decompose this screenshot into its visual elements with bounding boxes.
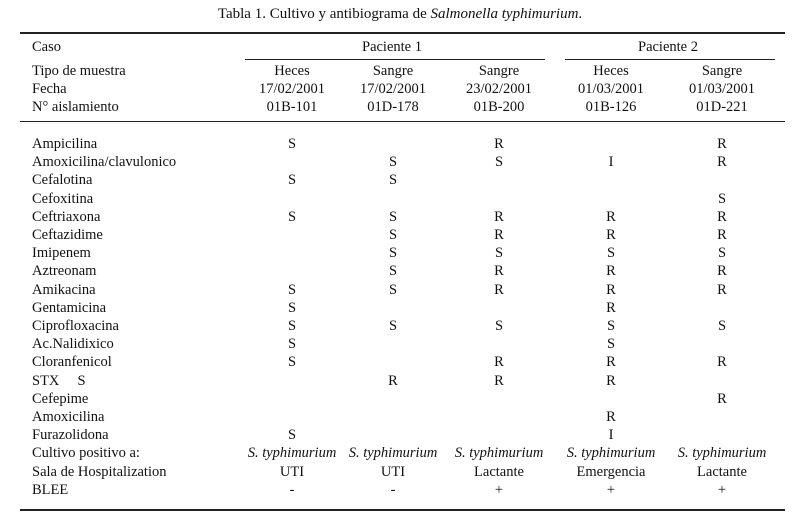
sample-date-1: 17/02/2001	[258, 81, 326, 97]
result-cell: S	[388, 263, 398, 280]
result-cell: S	[388, 245, 398, 262]
sample-date-2: 17/02/2001	[359, 81, 427, 97]
result-cell: R	[606, 372, 616, 389]
result-cell: S	[287, 354, 297, 371]
result-cell: R	[717, 354, 727, 371]
patient2-heading: Paciente 2	[638, 39, 698, 55]
result-cell: S. typhimurium	[566, 445, 656, 462]
result-cell: S	[287, 427, 297, 444]
result-cell: R	[494, 354, 504, 371]
result-cell: I	[608, 427, 614, 444]
caption-prefix: Tabla 1. Cultivo y antibiograma de	[217, 6, 431, 22]
result-cell: R	[606, 227, 616, 243]
row-label: Ciprofloxacina	[32, 318, 119, 334]
result-cell: R	[606, 263, 616, 280]
result-cell: R	[388, 372, 398, 389]
fecha-label: Fecha	[32, 81, 67, 97]
result-cell: S	[287, 281, 297, 298]
result-cell: +	[606, 481, 616, 498]
result-cell: R	[606, 299, 616, 316]
row-label: BLEE	[32, 481, 69, 498]
patient1-group-rule	[245, 59, 545, 60]
result-cell: Emergencia	[576, 463, 646, 480]
table-caption	[0, 6, 800, 23]
row-label: STX S	[32, 372, 86, 389]
result-cell: S	[388, 281, 398, 298]
tipo-muestra-label: Tipo de muestra	[32, 63, 126, 79]
sample-type-2: Sangre	[372, 63, 414, 79]
sample-date-3: 23/02/2001	[465, 81, 533, 97]
bottom-rule	[20, 509, 785, 511]
row-label: Furazolidona	[32, 427, 109, 444]
result-cell: R	[717, 208, 727, 225]
result-cell: R	[494, 372, 504, 389]
row-label: Ac.Nalidixico	[32, 336, 114, 353]
result-cell: R	[494, 208, 504, 225]
isolate-number-5: 01D-221	[696, 99, 748, 115]
row-label: Cefalotina	[32, 172, 93, 189]
result-cell: R	[606, 208, 616, 225]
header-rule	[20, 121, 785, 122]
isolate-number-2: 01D-178	[367, 99, 419, 115]
result-cell: S	[287, 336, 297, 353]
result-cell: Lactante	[474, 463, 524, 480]
result-cell: UTI	[380, 463, 406, 480]
result-cell: Lactante	[697, 463, 747, 480]
row-label: Ceftazidime	[32, 227, 103, 243]
result-cell: S. typhimurium	[677, 445, 767, 462]
result-cell: S	[494, 245, 504, 262]
result-cell: S	[606, 318, 616, 334]
row-label: Imipenem	[32, 245, 91, 262]
result-cell: -	[289, 481, 295, 498]
isolate-number-3: 01B-200	[473, 99, 525, 115]
row-label: Gentamicina	[32, 299, 107, 316]
result-cell: S	[388, 318, 398, 334]
result-cell: R	[494, 281, 504, 298]
result-cell: S	[717, 318, 727, 334]
result-cell: R	[606, 281, 616, 298]
result-cell: S	[388, 208, 398, 225]
aislamiento-label: N° aislamiento	[32, 99, 119, 115]
result-cell: R	[494, 227, 504, 243]
result-cell: R	[606, 409, 616, 425]
row-label: Ceftriaxona	[32, 208, 101, 225]
result-cell: UTI	[279, 463, 305, 480]
isolate-number-4: 01B-126	[585, 99, 637, 115]
sample-type-4: Heces	[593, 63, 629, 79]
result-cell: S	[388, 227, 398, 243]
caption-organism: Salmonella typhimurium	[430, 6, 579, 22]
row-label: Cultivo positivo a:	[32, 445, 140, 462]
result-cell: S	[717, 245, 727, 262]
result-cell: S	[287, 136, 297, 152]
result-cell: R	[717, 263, 727, 280]
caption-suffix: .	[578, 6, 583, 22]
sample-type-1: Heces	[274, 63, 310, 79]
row-label: Cefoxitina	[32, 190, 94, 207]
result-cell: R	[717, 390, 727, 407]
result-cell: S	[287, 318, 297, 334]
isolate-number-1: 01B-101	[266, 99, 318, 115]
result-cell: R	[717, 136, 727, 152]
result-cell: S	[287, 208, 297, 225]
top-rule	[20, 32, 785, 34]
row-label: Amoxicilina/clavulonico	[32, 154, 177, 171]
result-cell: S. typhimurium	[247, 445, 337, 462]
result-cell: I	[608, 154, 614, 171]
result-cell: +	[717, 481, 727, 498]
result-cell: S	[388, 172, 398, 189]
result-cell: S. typhimurium	[454, 445, 544, 462]
result-cell: S	[287, 172, 297, 189]
result-cell: S	[606, 245, 616, 262]
row-label: Sala de Hospitalization	[32, 463, 167, 480]
patient1-heading: Paciente 1	[362, 39, 422, 55]
result-cell: S	[388, 154, 398, 171]
sample-type-5: Sangre	[701, 63, 743, 79]
result-cell: R	[606, 354, 616, 371]
row-label: Cefepime	[32, 390, 89, 407]
result-cell: R	[717, 154, 727, 171]
result-cell: S	[717, 190, 727, 207]
row-label: Ampicilina	[32, 136, 98, 152]
result-cell: S. typhimurium	[348, 445, 438, 462]
sample-date-5: 01/03/2001	[688, 81, 756, 97]
row-label: Aztreonam	[32, 263, 97, 280]
result-cell: S	[287, 299, 297, 316]
row-label: Cloranfenicol	[32, 354, 112, 371]
result-cell: R	[717, 227, 727, 243]
result-cell: R	[717, 281, 727, 298]
row-label: Amikacina	[32, 281, 96, 298]
sample-date-4: 01/03/2001	[577, 81, 645, 97]
caso-label: Caso	[32, 39, 61, 55]
result-cell: -	[390, 481, 396, 498]
result-cell: S	[494, 154, 504, 171]
result-cell: R	[494, 136, 504, 152]
row-label: Amoxicilina	[32, 409, 105, 425]
result-cell: R	[494, 263, 504, 280]
result-cell: S	[494, 318, 504, 334]
result-cell: +	[494, 481, 504, 498]
result-cell: S	[606, 336, 616, 353]
sample-type-3: Sangre	[478, 63, 520, 79]
patient2-group-rule	[565, 59, 775, 60]
